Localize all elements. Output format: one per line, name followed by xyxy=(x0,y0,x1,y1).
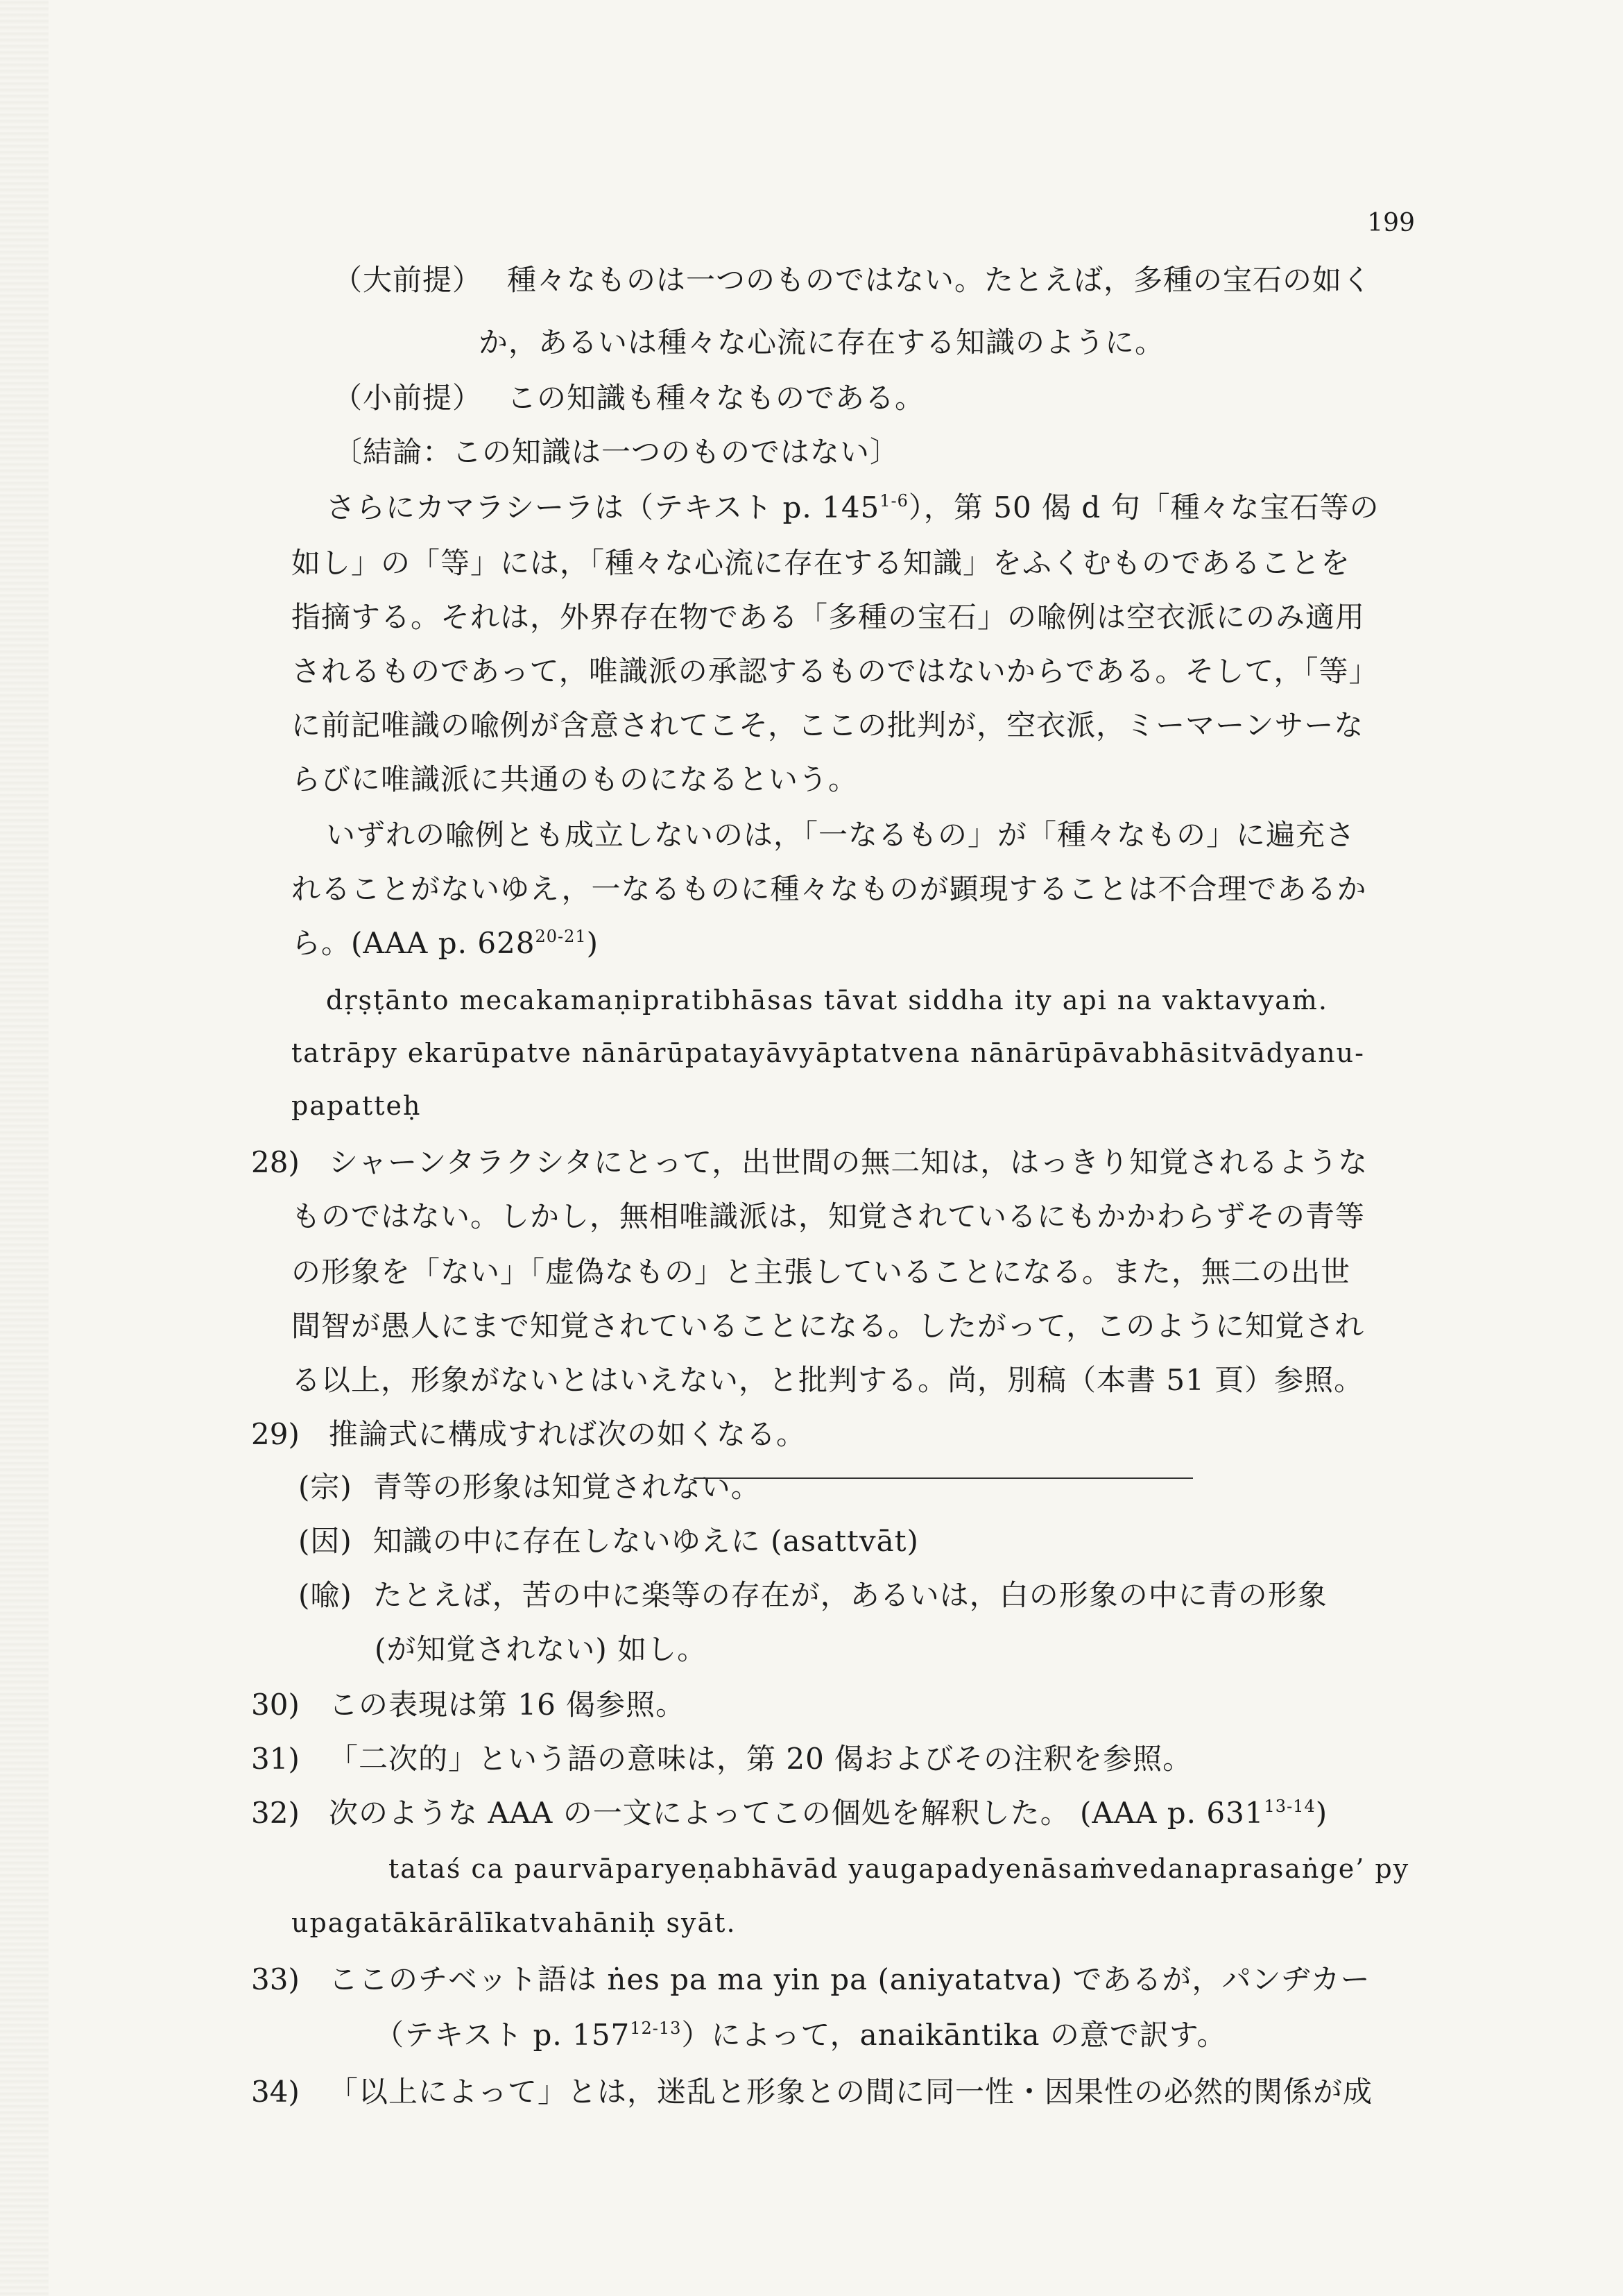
note-line: ものではない。しかし，無相唯識派は，知覚されているにもかかわらずその青等 xyxy=(291,1199,1366,1233)
minor-premise xyxy=(333,379,925,418)
note-number: 32) xyxy=(251,1796,300,1830)
note-number: 31) xyxy=(251,1742,300,1776)
page-edge-shadow xyxy=(0,0,49,2296)
sanskrit-line: dṛṣṭānto mecakamaṇipratibhāsas tāvat siddha ity api na vaktavyaṁ. xyxy=(326,985,1328,1016)
note-line: る以上，形象がないとはいえない，と批判する。尚，別稿（本書 51 頁）参照。 xyxy=(291,1363,1364,1397)
syllogism-example: (喩) たとえば，苦の中に楽等の存在が，あるいは，白の形象の中に青の形象 xyxy=(298,1578,1328,1612)
paragraph-line: 指摘する。それは，外界存在物である「多種の宝石」の喩例は空衣派にのみ適用 xyxy=(291,600,1366,634)
note-line: の形象を「ない」「虚偽なもの」と主張していることになる。また，無二の出世 xyxy=(291,1255,1351,1289)
note-line: この表現は第 16 偈参照。 xyxy=(329,1688,686,1722)
paragraph-line: 如し」の「等」には，「種々な心流に存在する知識」をふくむものであることを xyxy=(291,546,1351,580)
note-number: 34) xyxy=(251,2075,300,2109)
note-line: 間智が愚人にまで知覚されていることになる。したがって，このように知覚され xyxy=(291,1309,1365,1343)
sanskrit-line: tatrāpy ekarūpatve nānārūpatayāvyāptatvena nānārūpāvabhāsitvādyanu- xyxy=(291,1038,1365,1068)
minor-premise-text: この知識も種々なものである。 xyxy=(507,381,925,415)
major-premise xyxy=(333,261,1372,300)
paragraph-line: されるものであって，唯識派の承認するものではないからである。そして，「等」 xyxy=(291,654,1379,688)
page-number: 199 xyxy=(1367,209,1415,237)
sanskrit-line: papatteḥ xyxy=(291,1090,422,1121)
paragraph-line: に前記唯識の喩例が含意されてこそ，ここの批判が，空衣派，ミーマーンサーな xyxy=(291,708,1364,742)
paragraph-line: れることがないゆえ，一なるものに種々なものが顕現することは不合理であるか xyxy=(291,872,1367,906)
note-line: シャーンタラクシタにとって，出世間の無二知は，はっきり知覚されるような xyxy=(329,1145,1368,1179)
major-premise-label: （大前提） xyxy=(333,263,483,297)
note-number: 33) xyxy=(251,1962,300,1996)
major-premise-text: 種々なものは一つのものではない。たとえば，多種の宝石の如く xyxy=(507,263,1373,297)
conclusion: 〔結論：この知識は一つのものではない〕 xyxy=(333,435,900,469)
syllogism-reason: (因) 知識の中に存在しないゆえに (asattvāt) xyxy=(298,1524,919,1558)
note-line: 次のような AAA の一文によってこの個処を解釈した。 (AAA p. 631$^{13-14}$) xyxy=(329,1796,1328,1830)
minor-premise-label: （小前提） xyxy=(333,381,483,415)
sanskrit-line: upagatākārālīkatvahāniḥ syāt. xyxy=(291,1908,737,1938)
note-line: ここのチベット語は ṅes pa ma yin pa (aniyatatva) であるが，パンヂカー xyxy=(329,1962,1371,1996)
paragraph-line: いずれの喩例とも成立しないのは，「一なるもの」が「種々なもの」に遍充さ xyxy=(326,818,1356,852)
note-number: 29) xyxy=(251,1417,300,1451)
note-line: 推論式に構成すれば次の如くなる。 xyxy=(329,1417,807,1451)
syllogism-example-cont: (が知覚されない) 如し。 xyxy=(375,1632,707,1666)
note-line: 「以上によって」とは，迷乱と形象との間に同一性・因果性の必然的関係が成 xyxy=(329,2075,1373,2109)
note-number: 28) xyxy=(251,1145,300,1179)
note-line: 「二次的」という語の意味は，第 20 偈およびその注釈を参照。 xyxy=(329,1742,1193,1776)
major-premise-continuation: か，あるいは種々な心流に存在する知識のように。 xyxy=(479,325,1165,359)
underline-rule xyxy=(694,1477,1193,1479)
paragraph-line: らびに唯識派に共通のものになるという。 xyxy=(291,762,859,796)
note-number: 30) xyxy=(251,1688,300,1722)
syllogism-thesis: (宗) 青等の形象は知覚されない。 xyxy=(298,1470,761,1504)
sanskrit-line: tataś ca paurvāparyeṇabhāvād yaugapadyenāsaṁvedanaprasaṅge’ py xyxy=(388,1853,1410,1884)
paragraph-line: さらにカマラシーラは（テキスト p. 145$^{1-6}$），第 50 偈 d 句「種々な宝石等の xyxy=(326,490,1380,524)
note-line: （テキスト p. 157$^{12-13}$）によって，anaikāntika の意で訳す。 xyxy=(375,2018,1227,2052)
paragraph-line: ら。(AAA p. 628$^{20-21}$) xyxy=(291,926,599,960)
